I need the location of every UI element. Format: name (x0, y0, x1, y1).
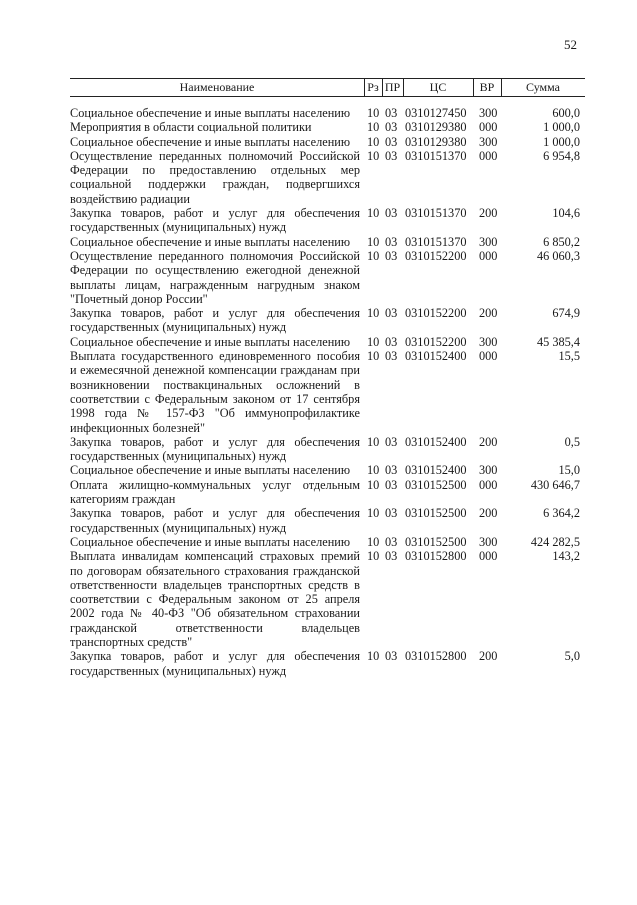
row-sum: 424 282,5 (530, 534, 580, 549)
row-name: Выплата государственного единовременного пособия и ежемесячной денежной компенсации гражданам при возникновении поствакцинальных осложнений в соответствии с Федеральным законом от 17 сентября 1998 года № 157-ФЗ "Об иммунопрофилактике инфекционных болезней" (70, 349, 360, 435)
row-rz: 10 (367, 148, 380, 163)
row-name: Осуществление переданных полномочий Российской Федерации по предоставлению отдельных мер социальной поддержки граждан, подвергшихся воздействию радиации (70, 148, 360, 206)
page-number: 52 (564, 37, 577, 52)
row-sum: 143,2 (552, 549, 580, 564)
table-row (70, 149, 585, 206)
row-rz: 10 (367, 234, 380, 249)
row-pr: 03 (385, 549, 398, 564)
row-cs: 0310129380 (405, 134, 467, 149)
row-pr: 03 (385, 206, 398, 221)
row-sum: 104,6 (552, 206, 580, 221)
row-sum: 6 954,8 (543, 148, 580, 163)
row-vr: 000 (479, 477, 498, 492)
table-row (70, 206, 585, 235)
table-row (70, 306, 585, 335)
row-vr: 000 (479, 120, 498, 135)
row-cs: 0310152500 (405, 506, 467, 521)
row-rz: 10 (367, 106, 380, 120)
row-vr: 000 (479, 549, 498, 564)
row-name: Социальное обеспечение и иные выплаты населению (70, 234, 351, 249)
row-pr: 03 (385, 106, 398, 120)
row-cs: 0310151370 (405, 234, 467, 249)
row-vr: 200 (479, 649, 498, 664)
row-name: Закупка товаров, работ и услуг для обеспечения государственных (муниципальных) нужд (70, 649, 360, 678)
header-cs: ЦС (429, 80, 447, 94)
table-row (70, 649, 585, 678)
row-rz: 10 (367, 506, 380, 521)
row-name: Закупка товаров, работ и услуг для обеспечения государственных (муниципальных) нужд (70, 306, 360, 335)
row-sum: 5,0 (564, 649, 580, 664)
row-cs: 0310152400 (405, 463, 467, 478)
row-vr: 300 (479, 134, 498, 149)
table-body (70, 97, 585, 678)
row-cs: 0310152400 (405, 434, 467, 449)
row-vr: 300 (479, 234, 498, 249)
table-row (70, 463, 585, 477)
header-sum: Сумма (526, 80, 560, 94)
row-name: Закупка товаров, работ и услуг для обеспечения государственных (муниципальных) нужд (70, 434, 360, 464)
row-name: Выплата инвалидам компенсаций страховых премий по договорам обязательного страхования гражданской ответственности владельцев транспортных средств в соответствии с Федеральным законом от 25 апреля 2002 года № 40-ФЗ "Об обязательном страховании гражданской ответственности владельцев транспортных средств" (70, 549, 360, 649)
row-cs: 0310151370 (405, 206, 467, 221)
row-name: Социальное обеспечение и иные выплаты населению (70, 334, 351, 349)
row-cs: 0310151370 (405, 148, 467, 163)
row-pr: 03 (385, 349, 398, 364)
row-rz: 10 (367, 649, 380, 664)
row-pr: 03 (385, 248, 398, 263)
row-rz: 10 (367, 206, 380, 221)
table-row (70, 120, 585, 134)
row-sum: 1 000,0 (543, 134, 580, 149)
row-vr: 300 (479, 463, 498, 478)
row-vr: 200 (479, 434, 498, 449)
table-row (70, 349, 585, 435)
row-cs: 0310127450 (405, 106, 467, 120)
table-row (70, 478, 585, 507)
table-row (70, 506, 585, 535)
row-vr: 300 (479, 334, 498, 349)
row-rz: 10 (367, 534, 380, 549)
table-row (70, 549, 585, 649)
row-sum: 6 364,2 (543, 506, 580, 521)
row-vr: 200 (479, 306, 498, 321)
table-row (70, 135, 585, 149)
row-cs: 0310152800 (405, 649, 467, 664)
row-vr: 300 (479, 534, 498, 549)
row-rz: 10 (367, 463, 380, 478)
row-name: Социальное обеспечение и иные выплаты населению (70, 134, 351, 149)
row-cs: 0310152200 (405, 334, 467, 349)
row-pr: 03 (385, 148, 398, 163)
row-name: Оплата жилищно-коммунальных услуг отдельным категориям граждан (70, 477, 360, 507)
row-name: Осуществление переданного полномочия Российской Федерации по осуществлению ежегодной денежной выплаты лицам, награжденным нагрудным знаком "Почетный донор России" (70, 248, 360, 306)
table-row (70, 235, 585, 249)
row-name: Мероприятия в области социальной политики (70, 120, 312, 135)
row-pr: 03 (385, 463, 398, 478)
row-pr: 03 (385, 506, 398, 521)
header-name: Наименование (179, 80, 255, 94)
row-pr: 03 (385, 120, 398, 135)
row-rz: 10 (367, 248, 380, 263)
row-name: Социальное обеспечение и иные выплаты населению (70, 463, 351, 478)
row-cs: 0310129380 (405, 120, 467, 135)
row-pr: 03 (385, 306, 398, 321)
row-rz: 10 (367, 134, 380, 149)
row-cs: 0310152200 (405, 306, 467, 321)
row-pr: 03 (385, 534, 398, 549)
row-name: Закупка товаров, работ и услуг для обеспечения государственных (муниципальных) нужд (70, 206, 360, 235)
row-cs: 0310152500 (405, 477, 467, 492)
row-rz: 10 (367, 306, 380, 321)
row-name: Социальное обеспечение и иные выплаты населению (70, 106, 351, 120)
header-pr: ПР (384, 80, 401, 94)
row-vr: 300 (479, 106, 498, 120)
row-pr: 03 (385, 134, 398, 149)
row-rz: 10 (367, 349, 380, 364)
row-sum: 674,9 (552, 306, 580, 321)
table-header (70, 78, 585, 97)
row-rz: 10 (367, 434, 380, 449)
row-pr: 03 (385, 434, 398, 449)
row-cs: 0310152200 (405, 248, 467, 263)
row-pr: 03 (385, 234, 398, 249)
row-pr: 03 (385, 334, 398, 349)
row-sum: 1 000,0 (543, 120, 580, 135)
row-sum: 15,5 (558, 349, 580, 364)
table-row (70, 535, 585, 549)
row-vr: 000 (479, 248, 498, 263)
table-row (70, 249, 585, 306)
row-sum: 430 646,7 (530, 477, 580, 492)
row-name: Закупка товаров, работ и услуг для обеспечения государственных (муниципальных) нужд (70, 506, 360, 535)
header-vr: ВР (479, 80, 495, 94)
table-row (70, 335, 585, 349)
row-name: Социальное обеспечение и иные выплаты населению (70, 534, 351, 549)
row-vr: 200 (479, 206, 498, 221)
row-cs: 0310152800 (405, 549, 467, 564)
row-sum: 0,5 (564, 434, 580, 449)
table-row (70, 106, 585, 120)
row-pr: 03 (385, 477, 398, 492)
row-rz: 10 (367, 120, 380, 135)
row-vr: 000 (479, 349, 498, 364)
row-rz: 10 (367, 549, 380, 564)
row-rz: 10 (367, 334, 380, 349)
row-sum: 6 850,2 (543, 234, 580, 249)
row-sum: 600,0 (552, 106, 580, 120)
row-sum: 15,0 (558, 463, 580, 478)
row-vr: 200 (479, 506, 498, 521)
header-rz: Рз (367, 80, 379, 94)
row-rz: 10 (367, 477, 380, 492)
row-pr: 03 (385, 649, 398, 664)
row-cs: 0310152400 (405, 349, 467, 364)
row-vr: 000 (479, 148, 498, 163)
row-sum: 46 060,3 (536, 248, 580, 263)
row-cs: 0310152500 (405, 534, 467, 549)
row-sum: 45 385,4 (536, 334, 580, 349)
budget-table (70, 78, 585, 678)
table-row (70, 435, 585, 464)
